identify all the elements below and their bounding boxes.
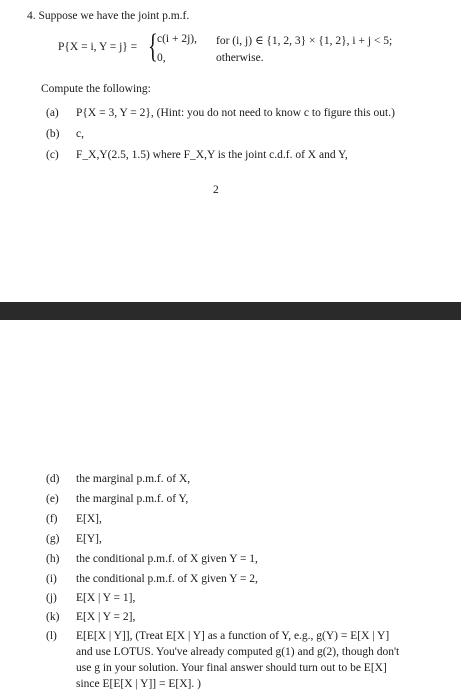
part-l-line-3: use g in your solution. Your final answer should turn out to be E[X] bbox=[76, 662, 387, 674]
part-text: E[E[X | Y]], (Treat E[X | Y] as a function of Y, e.g., g(Y) = E[X | Y] bbox=[76, 630, 390, 642]
part-e bbox=[46, 493, 188, 505]
part-d bbox=[46, 473, 190, 485]
part-label: (c) bbox=[46, 149, 59, 161]
part-label: (f) bbox=[46, 513, 58, 525]
part-text: c, bbox=[76, 128, 84, 140]
problem-heading: 4. Suppose we have the joint p.m.f. bbox=[27, 10, 190, 22]
case2-condition: otherwise. bbox=[216, 52, 264, 64]
part-l-line-4: since E[E[X | Y]] = E[X]. ) bbox=[76, 678, 201, 690]
page-break-bar bbox=[0, 302, 461, 320]
part-text: E[X | Y = 1], bbox=[76, 592, 136, 604]
part-label: (d) bbox=[46, 473, 60, 485]
part-label: (i) bbox=[46, 573, 57, 585]
part-text: the conditional p.m.f. of X given Y = 1, bbox=[76, 553, 258, 565]
part-label: (l) bbox=[46, 630, 57, 642]
page-top bbox=[0, 0, 461, 302]
part-text: E[Y], bbox=[76, 533, 102, 545]
part-text: the marginal p.m.f. of X, bbox=[76, 473, 191, 485]
part-text: P{X = 3, Y = 2}, (Hint: you do not need to know c to figure this out.) bbox=[76, 107, 395, 119]
part-text: the marginal p.m.f. of Y, bbox=[76, 493, 189, 505]
case1-expression: c(i + 2j), bbox=[157, 33, 198, 45]
pmf-lhs: P{X = i, Y = j} = bbox=[58, 41, 138, 53]
page-number: 2 bbox=[213, 184, 219, 196]
part-label: (h) bbox=[46, 553, 60, 565]
part-text: E[X | Y = 2], bbox=[76, 611, 136, 623]
part-b bbox=[46, 128, 84, 140]
case2-expression: 0, bbox=[157, 52, 166, 64]
part-c bbox=[46, 149, 348, 161]
part-label: (j) bbox=[46, 592, 57, 604]
part-a bbox=[46, 107, 395, 119]
part-text: the conditional p.m.f. of X given Y = 2, bbox=[76, 573, 258, 585]
compute-instruction: Compute the following: bbox=[41, 83, 151, 95]
part-g bbox=[46, 533, 102, 545]
part-h bbox=[46, 553, 258, 565]
part-label: (e) bbox=[46, 493, 59, 505]
case1-condition: for (i, j) ∈ {1, 2, 3} × {1, 2}, i + j < 5; bbox=[216, 35, 393, 47]
cases-brace: { bbox=[148, 28, 158, 65]
part-label: (a) bbox=[46, 107, 59, 119]
part-label: (k) bbox=[46, 611, 60, 623]
part-text: E[X], bbox=[76, 513, 102, 525]
page-bottom bbox=[0, 320, 461, 700]
part-i bbox=[46, 573, 258, 585]
part-label: (g) bbox=[46, 533, 60, 545]
part-k bbox=[46, 611, 135, 623]
part-f bbox=[46, 513, 102, 525]
part-l bbox=[46, 630, 389, 642]
part-l-line-2: and use LOTUS. You've already computed g(1) and g(2), though don't bbox=[76, 646, 400, 658]
part-label: (b) bbox=[46, 128, 60, 140]
part-j bbox=[46, 592, 135, 604]
part-text: F_X,Y(2.5, 1.5) where F_X,Y is the joint c.d.f. of X and Y, bbox=[76, 149, 348, 161]
